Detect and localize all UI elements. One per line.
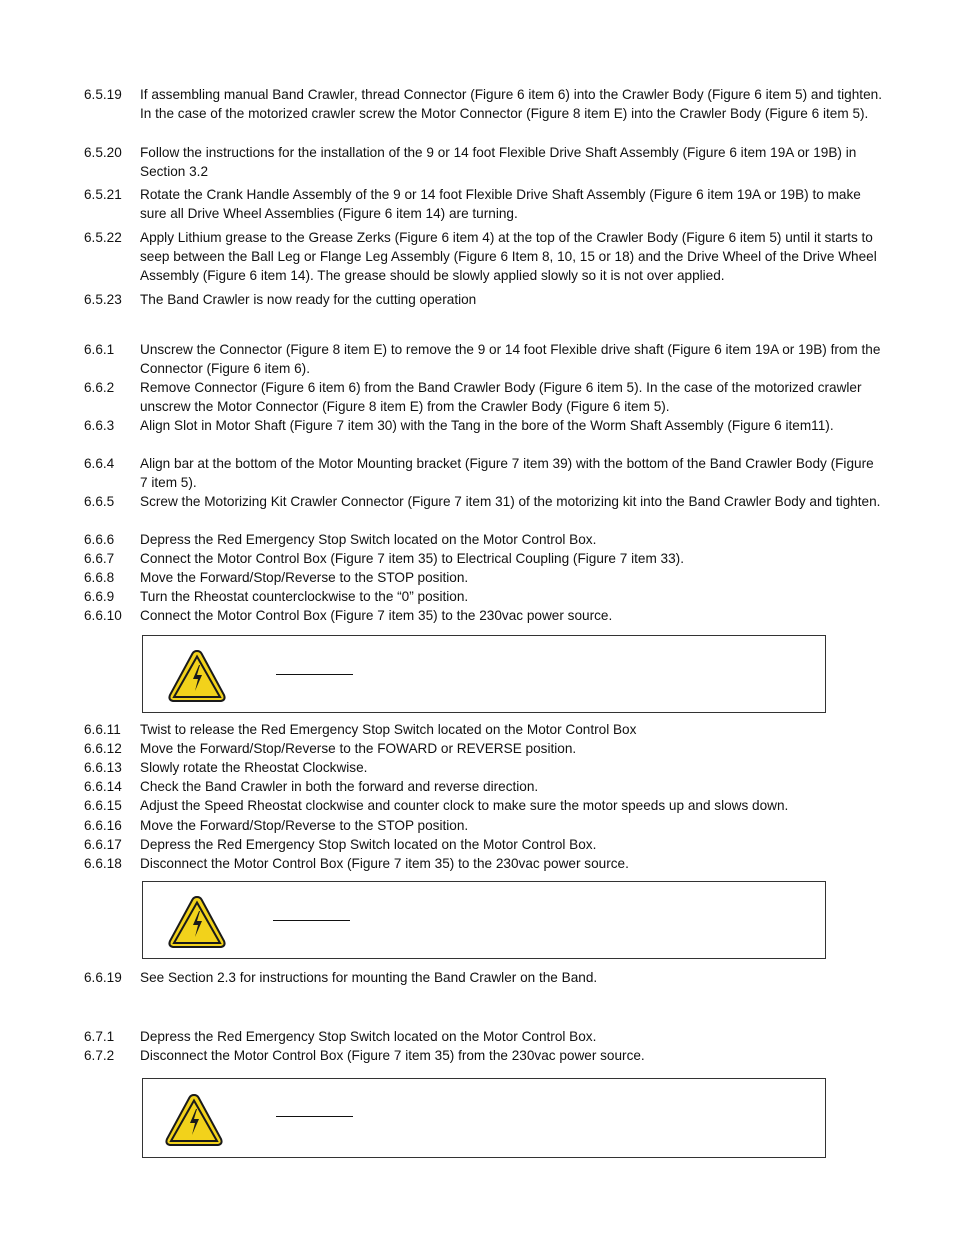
- step-6-6-10: [84, 606, 884, 625]
- electrical-hazard-warning-icon: [166, 893, 228, 951]
- step-text: Follow the instructions for the installation of the 9 or 14 foot Flexible Drive Shaft Assembly (Figure 6 item 19A or 19B) in Section 3.2: [140, 145, 857, 179]
- step-number: 6.6.19: [84, 970, 122, 985]
- warning-box: [142, 635, 826, 713]
- electrical-hazard-warning-icon: [166, 647, 228, 705]
- step-number: 6.5.19: [84, 87, 122, 102]
- step-text: Depress the Red Emergency Stop Switch located on the Motor Control Box.: [140, 1029, 597, 1044]
- step-text: Align bar at the bottom of the Motor Mounting bracket (Figure 7 item 39) with the bottom of the Band Crawler Body (Figure 7 item 5).: [140, 456, 874, 490]
- step-number: 6.6.1: [84, 342, 115, 357]
- step-6-6-4: [84, 454, 884, 492]
- step-text: Screw the Motorizing Kit Crawler Connector (Figure 7 item 31) of the motorizing kit into the Band Crawler Body and tighten.: [140, 494, 881, 509]
- step-6-6-13: [84, 758, 884, 777]
- step-number: 6.6.9: [84, 589, 115, 604]
- step-text: See Section 2.3 for instructions for mounting the Band Crawler on the Band.: [140, 970, 598, 985]
- step-6-6-17: [84, 835, 884, 854]
- step-number: 6.6.16: [84, 818, 122, 833]
- step-number: 6.7.1: [84, 1029, 115, 1044]
- step-text: Rotate the Crank Handle Assembly of the 9 or 14 foot Flexible Drive Shaft Assembly (Figure 6 item 19A or 19B) to make sure all Drive Wheel Assemblies (Figure 6 item 14) are turning.: [140, 187, 861, 221]
- step-6-7-1: [84, 1027, 884, 1046]
- step-text: Move the Forward/Stop/Reverse to the STOP position.: [140, 818, 469, 833]
- step-6-6-1: [84, 340, 884, 378]
- step-number: 6.6.5: [84, 494, 115, 509]
- step-6-5-19: [84, 85, 884, 123]
- warning-underline: [276, 674, 353, 675]
- step-number: 6.6.10: [84, 608, 122, 623]
- step-6-6-8: [84, 568, 884, 587]
- step-number: 6.6.12: [84, 741, 122, 756]
- electrical-hazard-warning-icon: [163, 1091, 225, 1149]
- step-6-5-22: [84, 228, 884, 285]
- step-6-6-9: [84, 587, 884, 606]
- step-number: 6.6.7: [84, 551, 115, 566]
- step-text: Adjust the Speed Rheostat clockwise and counter clock to make sure the motor speeds up and slows down.: [140, 798, 789, 813]
- step-6-6-15: [84, 796, 884, 815]
- step-number: 6.6.13: [84, 760, 122, 775]
- step-6-5-21: [84, 185, 884, 223]
- step-6-5-20: [84, 143, 884, 181]
- step-text: Apply Lithium grease to the Grease Zerks (Figure 6 item 4) at the top of the Crawler Body (Figure 6 item 5) until it starts to seep between the Ball Leg or Flange Leg Assembly (Figure 6 Item 8, 10, 15 or 18) and the Drive Wheel of the Drive Wheel Assembly (Figure 6 item 14). The grease should be slowly applied slowly so it is not over applied.: [140, 230, 877, 283]
- step-number: 6.6.3: [84, 418, 115, 433]
- step-text: Disconnect the Motor Control Box (Figure 7 item 35) to the 230vac power source.: [140, 856, 629, 871]
- step-number: 6.5.21: [84, 187, 122, 202]
- step-number: 6.6.14: [84, 779, 122, 794]
- step-6-6-2: [84, 378, 884, 416]
- step-text: Remove Connector (Figure 6 item 6) from the Band Crawler Body (Figure 6 item 5). In the case of the motorized crawler unscrew the Motor Connector (Figure 8 item E) from the Crawler Body (Figure 6 item 5).: [140, 380, 862, 414]
- step-text: Depress the Red Emergency Stop Switch located on the Motor Control Box.: [140, 532, 597, 547]
- step-text: Turn the Rheostat counterclockwise to the “0” position.: [140, 589, 469, 604]
- step-6-6-16: [84, 816, 884, 835]
- warning-box: [142, 1078, 826, 1158]
- step-text: Slowly rotate the Rheostat Clockwise.: [140, 760, 368, 775]
- step-6-6-11: [84, 720, 884, 739]
- step-number: 6.6.18: [84, 856, 122, 871]
- step-number: 6.6.8: [84, 570, 115, 585]
- step-text: Align Slot in Motor Shaft (Figure 7 item 30) with the Tang in the bore of the Worm Shaft Assembly (Figure 6 item11).: [140, 418, 834, 433]
- step-text: Disconnect the Motor Control Box (Figure 7 item 35) from the 230vac power source.: [140, 1048, 645, 1063]
- step-6-6-12: [84, 739, 884, 758]
- step-6-6-19: [84, 968, 884, 987]
- step-number: 6.6.2: [84, 380, 115, 395]
- warning-underline: [276, 1116, 353, 1117]
- step-text: The Band Crawler is now ready for the cutting operation: [140, 292, 477, 307]
- step-text: Connect the Motor Control Box (Figure 7 item 35) to Electrical Coupling (Figure 7 item 33).: [140, 551, 684, 566]
- step-text: If assembling manual Band Crawler, thread Connector (Figure 6 item 6) into the Crawler Body (Figure 6 item 5) and tighten. In the case of the motorized crawler screw the Motor Connector (Figure 8 item E) into the Crawler Body (Figure 6 item 5).: [140, 87, 882, 121]
- step-text: Connect the Motor Control Box (Figure 7 item 35) to the 230vac power source.: [140, 608, 613, 623]
- step-6-6-5: [84, 492, 884, 511]
- step-6-6-18: [84, 854, 884, 873]
- step-number: 6.6.6: [84, 532, 115, 547]
- step-text: Unscrew the Connector (Figure 8 item E) to remove the 9 or 14 foot Flexible drive shaft (Figure 6 item 19A or 19B) from the Connector (Figure 6 item 6).: [140, 342, 881, 376]
- step-text: Depress the Red Emergency Stop Switch located on the Motor Control Box.: [140, 837, 597, 852]
- warning-underline: [273, 920, 350, 921]
- step-number: 6.6.17: [84, 837, 122, 852]
- step-6-5-23: [84, 290, 884, 309]
- step-6-6-14: [84, 777, 884, 796]
- step-6-6-6: [84, 530, 884, 549]
- step-number: 6.5.20: [84, 145, 122, 160]
- step-6-7-2: [84, 1046, 884, 1065]
- step-text: Move the Forward/Stop/Reverse to the STOP position.: [140, 570, 469, 585]
- step-number: 6.6.15: [84, 798, 122, 813]
- step-text: Twist to release the Red Emergency Stop Switch located on the Motor Control Box: [140, 722, 637, 737]
- step-number: 6.6.4: [84, 456, 115, 471]
- step-6-6-3: [84, 416, 884, 435]
- step-number: 6.5.23: [84, 292, 122, 307]
- step-text: Check the Band Crawler in both the forward and reverse direction.: [140, 779, 539, 794]
- step-number: 6.7.2: [84, 1048, 115, 1063]
- warning-box: [142, 881, 826, 959]
- step-text: Move the Forward/Stop/Reverse to the FOWARD or REVERSE position.: [140, 741, 577, 756]
- step-6-6-7: [84, 549, 884, 568]
- step-number: 6.6.11: [84, 722, 121, 737]
- step-number: 6.5.22: [84, 230, 122, 245]
